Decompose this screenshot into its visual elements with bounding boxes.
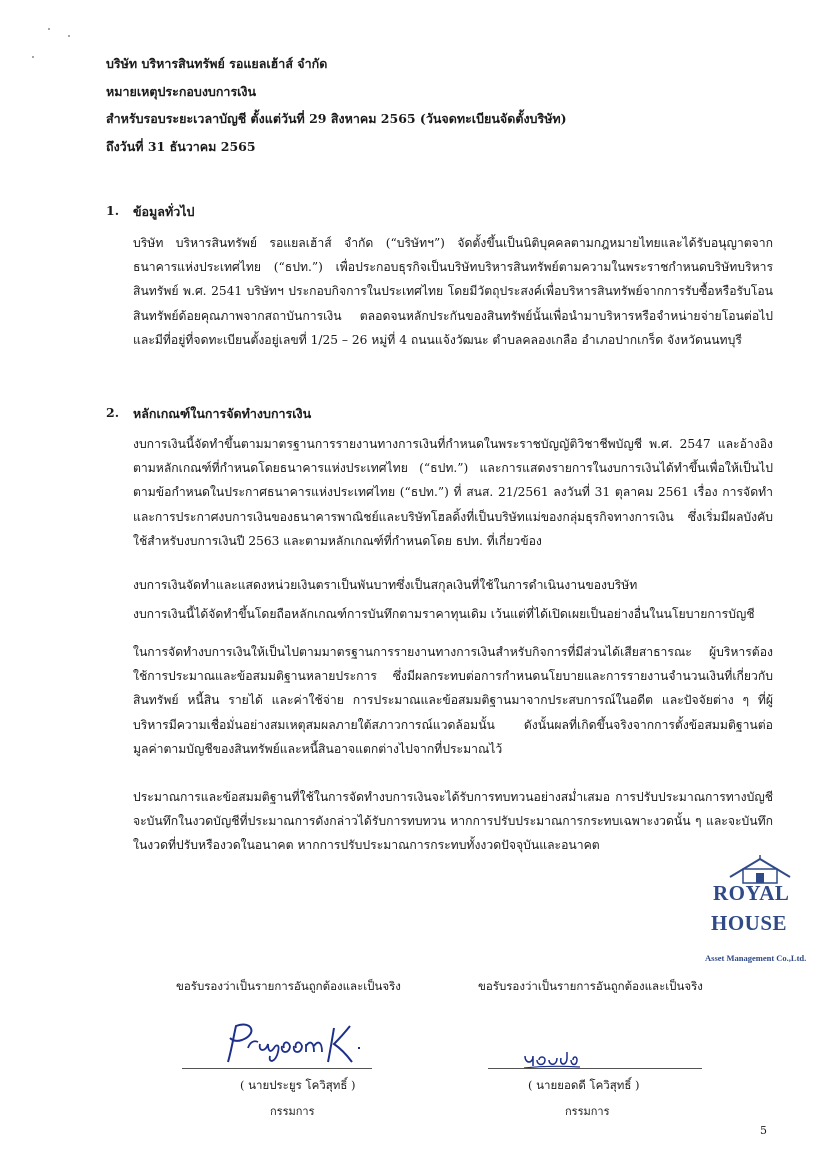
section-paragraph: งบการเงินนี้จัดทำขึ้นตามมาตรฐานการรายงานทางการเงินที่กำหนดในพระราชบัญญัติวิชาชีพบัญชี พ.ศ. 2547 และอ้างอิงตามหลักเกณฑ์ที่กำหนดโดยธนาคารแห่งประเทศไทย (“ธปท.”) และการแสดงรายการในงบการเงินได้ทำขึ้นเพื่อให้เป็นไปตามข้อกำหนดในประกาศธนาคารแห่งประเทศไทย (“ธปท.”) ที่ สนส. 21/2561 ลงวันที่ 31 ตุลาคม 2561 เรื่อง การจัดทำและการประกาศงบการเงินของธนาคารพาณิชย์และบริษัทโฮลดิ้งที่เป็นบริษัทแม่ของกลุ่มธุรกิจทางการเงิน ซึ่งเริ่มมีผลบังคับใช้สำหรับงบการเงินปี 2563 และตามหลักเกณฑ์ที่กำหนดโดย ธปท. ที่เกี่ยวข้อง	[133, 437, 773, 548]
certification-text-left: ขอรับรองว่าเป็นรายการอันถูกต้องและเป็นจริง	[176, 979, 401, 993]
logo-wordmark-line1: ROYAL	[713, 881, 790, 905]
section-paragraph: ในการจัดทำงบการเงินให้เป็นไปตามมาตรฐานการรายงานทางการเงินสำหรับกิจการที่มีส่วนได้เสียสาธารณะ ผู้บริหารต้องใช้การประมาณและข้อสมมติฐานหลายประการ ซึ่งมีผลกระทบต่อการกำหนดนโยบายและการรายงานจำนวนเงินที่เกี่ยวกับสินทรัพย์ หนี้สิน รายได้ และค่าใช้จ่าย การประมาณและข้อสมมติฐานมาจากประสบการณ์ในอดีต และปัจจัยต่าง ๆ ที่ผู้บริหารมีความเชื่อมั่นอย่างสมเหตุสมผลภายใต้สภาวการณ์แวดล้อมนั้น ดังนั้นผลที่เกิดขึ้นจริงจากการตั้งข้อสมมติฐานต่อมูลค่าตามบัญชีของสินทรัพย์และหนี้สินอาจแตกต่างไปจากที่ประมาณไว้	[133, 645, 773, 756]
logo-wordmark-line2: HOUSE	[711, 911, 788, 935]
page-number: 5	[760, 1124, 767, 1137]
certification-text-right: ขอรับรองว่าเป็นรายการอันถูกต้องและเป็นจริง	[478, 979, 703, 993]
logo-subtitle: Asset Management Co.,Ltd.	[705, 953, 807, 963]
section-number: 1.	[106, 203, 120, 218]
period-line-1: สำหรับรอบระยะเวลาบัญชี ตั้งแต่วันที่ 29 สิงหาคม 2565 (วันจดทะเบียนจัดตั้งบริษัท)	[106, 111, 567, 126]
section-paragraph: งบการเงินนี้ได้จัดทำขึ้นโดยถือหลักเกณฑ์การบันทึกตามราคาทุนเดิม เว้นแต่ที่ได้เปิดเผยเป็นอย่างอื่นในนโยบายการบัญชี	[133, 607, 755, 621]
scan-speck	[68, 35, 70, 37]
signature-yoddee	[522, 1048, 582, 1070]
signatory-name-right: ( นายยอดดี โควิสุทธิ์ )	[528, 1078, 640, 1092]
scan-speck	[48, 28, 50, 30]
signatory-name-left: ( นายประยูร โควิสุทธิ์ )	[240, 1078, 356, 1092]
scan-speck	[32, 56, 34, 58]
signature-line-left	[182, 1068, 372, 1069]
section-paragraph: บริษัท บริหารสินทรัพย์ รอแยลเฮ้าส์ จำกัด (“บริษัทฯ”) จัดตั้งขึ้นเป็นนิติบุคคลตามกฎหมายไทยและได้รับอนุญาตจากธนาคารแห่งประเทศไทย (“ธปท.”) เพื่อประกอบธุรกิจเป็นบริษัทบริหารสินทรัพย์ตามความในพระราชกำหนดบริษัทบริหารสินทรัพย์ พ.ศ. 2541 บริษัทฯ ประกอบกิจการในประเทศไทย โดยมีวัตถุประสงค์เพื่อบริหารสินทรัพย์จากการรับซื้อหรือรับโอนสินทรัพย์ด้อยคุณภาพจากสถาบันการเงิน ตลอดจนหลักประกันของสินทรัพย์นั้นเพื่อนำมาบริหารหรือจำหน่ายจ่ายโอนต่อไป และมีที่อยู่ที่จดทะเบียนตั้งอยู่เลขที่ 1/25 – 26 หมู่ที่ 4 ถนนแจ้งวัฒนะ ตำบลคลองเกลือ อำเภอปากเกร็ด จังหวัดนนทบุรี	[133, 236, 773, 347]
signatory-title-right: กรรมการ	[565, 1105, 610, 1118]
signatory-title-left: กรรมการ	[270, 1105, 315, 1118]
signature-prayoon	[222, 1018, 372, 1070]
section-paragraph: ประมาณการและข้อสมมติฐานที่ใช้ในการจัดทำงบการเงินจะได้รับการทบทวนอย่างสม่ำเสมอ การปรับประมาณการทางบัญชีจะบันทึกในงวดบัญชีที่ประมาณการดังกล่าวได้รับการทบทวน หากการปรับประมาณการกระทบเฉพาะงวดนั้น ๆ และจะบันทึกในงวดที่ปรับหรืองวดในอนาคต หากการปรับประมาณการกระทบทั้งงวดปัจจุบันและอนาคต	[133, 790, 773, 853]
section-title: ข้อมูลทั่วไป	[133, 204, 195, 219]
section-paragraph: งบการเงินจัดทำและแสดงหน่วยเงินตราเป็นพันบาทซึ่งเป็นสกุลเงินที่ใช้ในการดำเนินงานของบริษัท	[133, 578, 638, 592]
section-title: หลักเกณฑ์ในการจัดทำงบการเงิน	[133, 406, 312, 421]
company-name: บริษัท บริหารสินทรัพย์ รอแยลเฮ้าส์ จำกัด	[106, 56, 328, 71]
section-number: 2.	[106, 405, 120, 420]
company-logo	[705, 855, 815, 965]
signature-line-right	[488, 1068, 702, 1069]
period-line-2: ถึงวันที่ 31 ธันวาคม 2565	[106, 139, 256, 154]
document-title: หมายเหตุประกอบงบการเงิน	[106, 84, 257, 99]
